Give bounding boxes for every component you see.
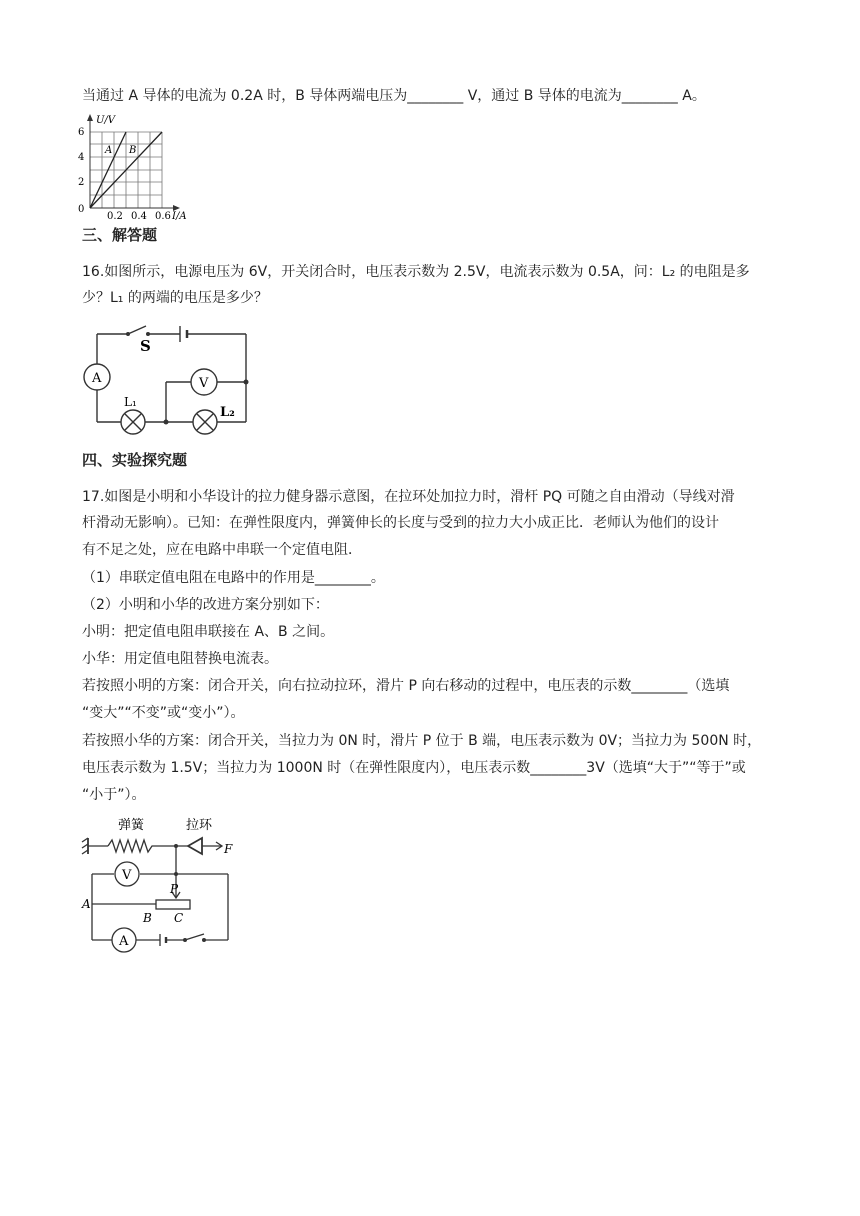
q15-text: 当通过 A 导体的电流为 0.2A 时，B 导体两端电压为________ V，通过 B 导体的电流为________ A。 (82, 88, 706, 104)
voltmeter-label: V (199, 376, 209, 391)
y-axis-label: U/V (96, 115, 116, 126)
ui-graph (74, 112, 194, 222)
y-axis-arrow (87, 114, 93, 121)
x-tick-02: 0.2 (107, 211, 123, 222)
line-label-b: B (129, 145, 137, 156)
switch-icon (185, 934, 204, 940)
rheostat-icon (156, 900, 190, 909)
fitness-device-diagram (82, 812, 252, 957)
q17-line12: “小于”）。 (82, 787, 146, 803)
q17-line5: （2）小明和小华的改进方案分别如下： (82, 597, 329, 613)
y-tick-6: 6 (78, 127, 85, 138)
x-tick-04: 0.4 (131, 211, 147, 222)
q17-line10: 若按照小华的方案：闭合开关，当拉力为 0N 时，滑片 P 位于 B 端，电压表示数为 0V；当拉力为 500N 时， (82, 733, 762, 749)
point-b-label: B (143, 911, 152, 925)
section-4-title: 四、实验探究题 (82, 451, 188, 469)
q17-line4: （1）串联定值电阻在电路中的作用是________。 (82, 570, 385, 586)
spring-label: 弹簧 (118, 818, 145, 833)
q17-line9: “变大”“不变”或“变小”）。 (82, 705, 245, 721)
q17-line2: 杆滑动无影响）。已知：在弹性限度内，弹簧伸长的长度与受到的拉力大小成正比．老师认为他们的设计 (82, 515, 719, 531)
q16-line1: 16.如图所示，电源电压为 6V，开关闭合时，电压表示数为 2.5V，电流表示数为 0.5A，问：L₂ 的电阻是多 (82, 264, 750, 280)
q17-line3: 有不足之处，应在电路中串联一个定值电阻． (82, 542, 362, 558)
point-a-label: A (82, 897, 91, 911)
lamp1-label: L₁ (124, 395, 137, 409)
ring-label: 拉环 (186, 818, 213, 833)
switch-label: S (140, 337, 151, 355)
spring-icon (108, 840, 162, 852)
q17-line1: 17.如图是小明和小华设计的拉力健身器示意图，在拉环处加拉力时，滑杆 PQ 可随之自由滑动（导线对滑 (82, 489, 735, 505)
lamp2-label: L₂ (220, 405, 235, 420)
line-label-a: A (105, 145, 113, 156)
force-label: F (224, 842, 233, 856)
q17-line7: 小华：用定值电阻替换电流表。 (82, 651, 278, 667)
x-tick-06: 0.6 (155, 211, 171, 222)
y-tick-2: 2 (78, 177, 85, 188)
voltmeter-label: V (122, 868, 132, 883)
q17-line6: 小明：把定值电阻串联接在 A、B 之间。 (82, 624, 335, 640)
x-axis-label: I/A (172, 211, 187, 222)
q17-line8: 若按照小明的方案：闭合开关，向右拉动拉环，滑片 P 向右移动的过程中，电压表的示数________（选填 (82, 678, 730, 694)
point-c-label: C (174, 911, 184, 925)
switch-blade (128, 326, 146, 334)
ammeter-label: A (92, 371, 102, 386)
q17-line11: 电压表示数为 1.5V；当拉力为 1000N 时（在弹性限度内），电压表示数________3V（选填“大于”“等于”或 (82, 760, 746, 776)
q16-line2: 少？L₁ 的两端的电压是多少？ (82, 290, 268, 306)
ammeter-label: A (119, 934, 129, 949)
y-tick-0: 0 (78, 204, 85, 215)
section-3-title: 三、解答题 (82, 226, 158, 244)
pull-ring-icon (188, 838, 202, 854)
y-tick-4: 4 (78, 152, 85, 163)
circuit-diagram-16 (80, 322, 270, 432)
point-p-label: P (170, 882, 179, 896)
